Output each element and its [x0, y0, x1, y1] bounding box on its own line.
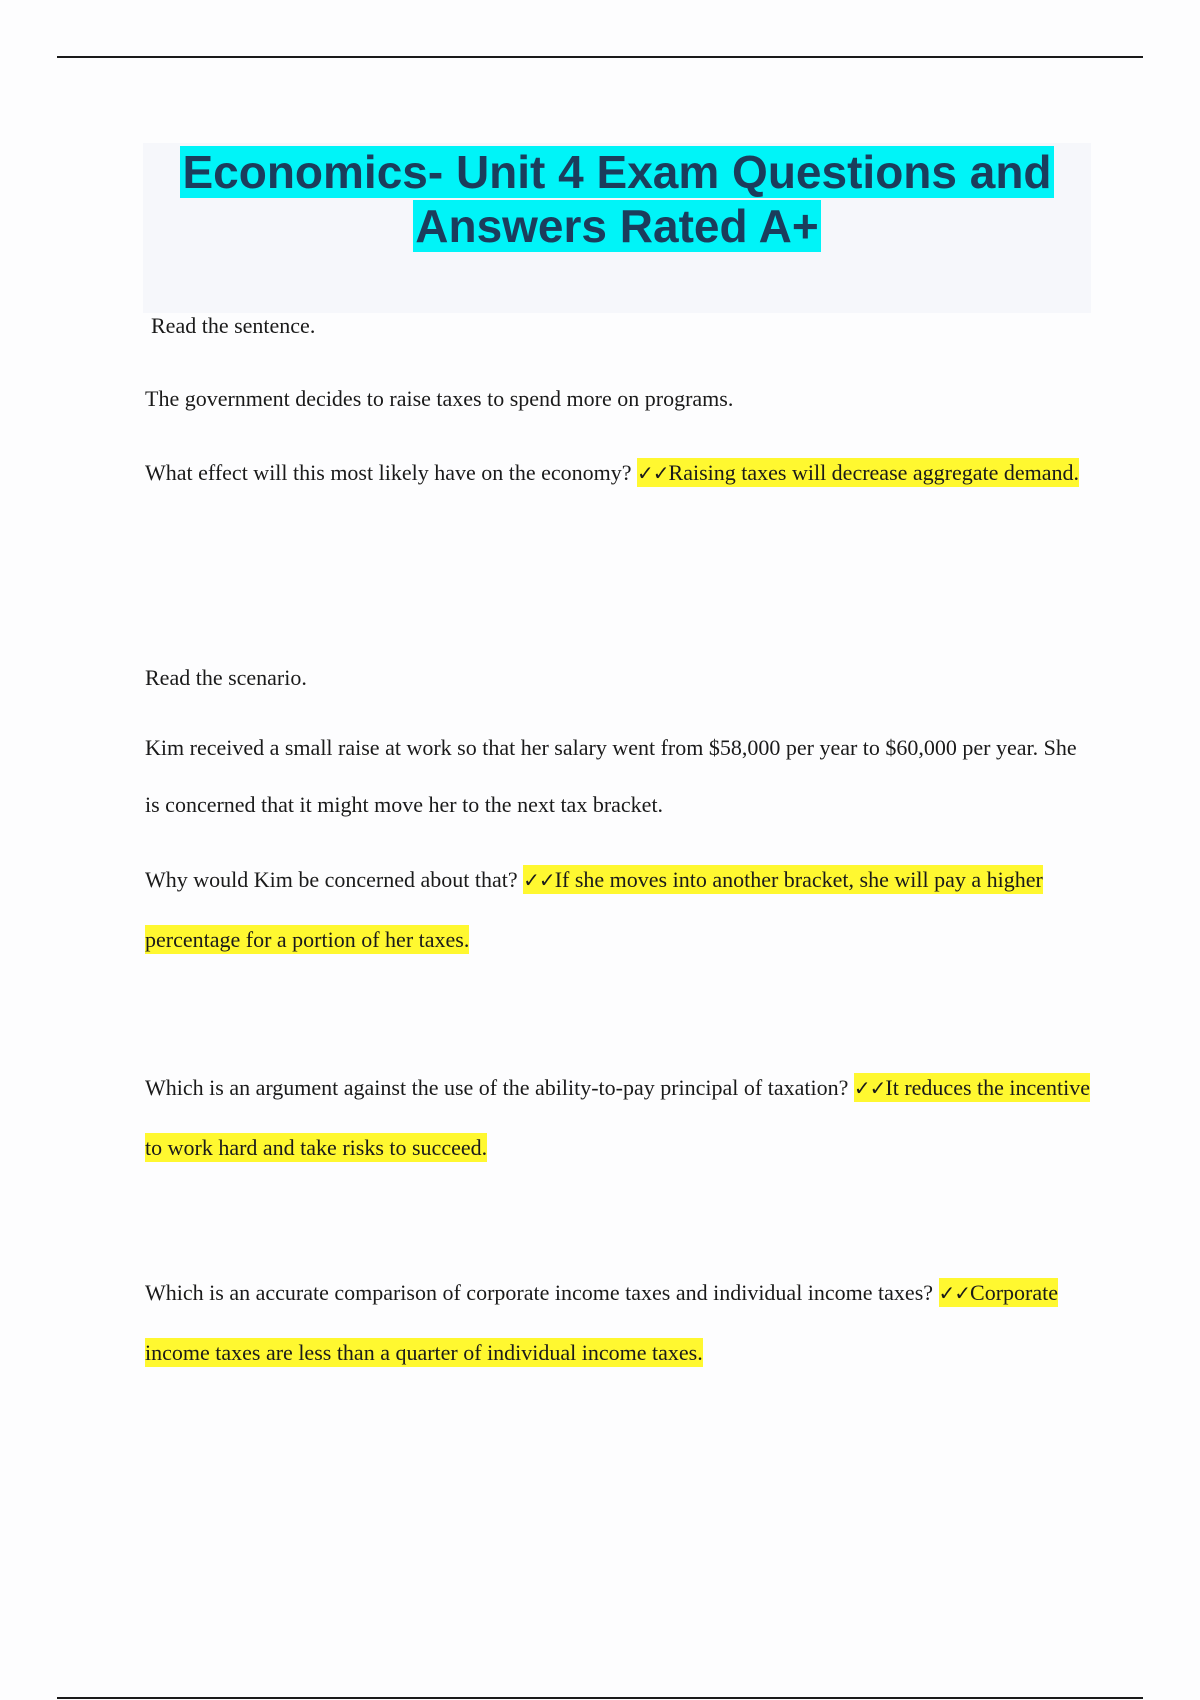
item-2-intro: Read the scenario.	[145, 665, 307, 690]
item-2-question: Why would Kim be concerned about that?	[145, 867, 518, 892]
item-2-question-answer	[145, 850, 1095, 970]
item-4-question: Which is an accurate comparison of corporate income taxes and individual income taxes?	[145, 1280, 934, 1305]
item-2-checkmark-icon: ✓✓	[523, 868, 555, 892]
item-2-answer: If she moves into another bracket, she will pay a higher percentage for a portion of her taxes.	[145, 867, 1043, 952]
item-1-context: The government decides to raise taxes to spend more on programs.	[145, 386, 734, 411]
item-3-checkmark-icon: ✓✓	[853, 1076, 886, 1100]
item-1-question: What effect will this most likely have on the economy?	[145, 460, 632, 485]
item-3-answer: It reduces the incentive to work hard and take risks to succeed.	[145, 1075, 1091, 1160]
item-1-answer-highlight	[637, 458, 1079, 487]
item-3-question-answer	[145, 1058, 1095, 1178]
item-4-checkmark-icon: ✓✓	[938, 1281, 971, 1305]
item-1-checkmark-icon: ✓✓	[637, 461, 669, 485]
item-1-answer: Raising taxes will decrease aggregate demand.	[668, 460, 1080, 485]
title-line-1: Economics- Unit 4 Exam Questions and	[182, 146, 1052, 198]
title-line-2: Answers Rated A+	[415, 200, 819, 252]
document-title	[143, 143, 1091, 253]
top-rule	[57, 56, 1143, 58]
item-4-question-answer	[145, 1263, 1095, 1383]
item-1-question-answer	[145, 443, 1095, 503]
title-block	[143, 143, 1091, 313]
item-1-intro: Read the sentence.	[151, 313, 316, 338]
bottom-rule	[57, 1697, 1143, 1699]
item-3-question: Which is an argument against the use of the ability-to-pay principal of taxation?	[145, 1075, 849, 1100]
item-2-context: Kim received a small raise at work so that her salary went from $58,000 per year to $60,000 per year. She is concerned that it might move her to the next tax bracket.	[145, 735, 1077, 817]
item-4-answer: Corporate income taxes are less than a quarter of individual income taxes.	[145, 1280, 1059, 1365]
